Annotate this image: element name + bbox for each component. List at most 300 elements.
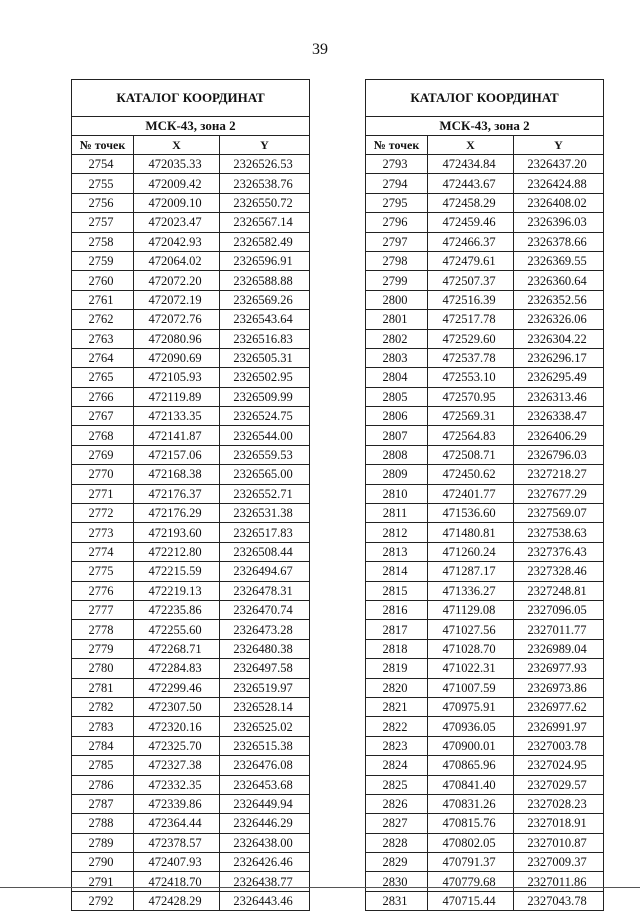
table-row xyxy=(366,736,604,755)
point-number-cell: 2774 xyxy=(72,542,134,561)
x-coordinate-cell: 472168.38 xyxy=(134,465,220,484)
catalog-title: КАТАЛОГ КООРДИНАТ xyxy=(366,80,604,117)
table-row xyxy=(366,814,604,833)
x-coordinate-cell: 470975.91 xyxy=(428,697,514,716)
point-number-cell: 2793 xyxy=(366,155,428,174)
table-row xyxy=(366,620,604,639)
column-header-y: Y xyxy=(220,136,310,155)
x-coordinate-cell: 472090.69 xyxy=(134,348,220,367)
y-coordinate-cell: 2326991.97 xyxy=(514,717,604,736)
y-coordinate-cell: 2327018.91 xyxy=(514,814,604,833)
point-number-cell: 2828 xyxy=(366,833,428,852)
y-coordinate-cell: 2326446.29 xyxy=(220,814,310,833)
table-row xyxy=(72,542,310,561)
x-coordinate-cell: 470791.37 xyxy=(428,853,514,872)
coordinate-catalog-left xyxy=(71,79,310,911)
x-coordinate-cell: 472064.02 xyxy=(134,251,220,270)
point-number-cell: 2812 xyxy=(366,523,428,542)
point-number-cell: 2807 xyxy=(366,426,428,445)
x-coordinate-cell: 472176.37 xyxy=(134,484,220,503)
point-number-cell: 2815 xyxy=(366,581,428,600)
x-coordinate-cell: 472332.35 xyxy=(134,775,220,794)
x-coordinate-cell: 471336.27 xyxy=(428,581,514,600)
point-number-cell: 2795 xyxy=(366,193,428,212)
table-row xyxy=(366,465,604,484)
x-coordinate-cell: 472307.50 xyxy=(134,697,220,716)
point-number-cell: 2778 xyxy=(72,620,134,639)
x-coordinate-cell: 472042.93 xyxy=(134,232,220,251)
point-number-cell: 2827 xyxy=(366,814,428,833)
x-coordinate-cell: 472119.89 xyxy=(134,387,220,406)
column-header-y: Y xyxy=(514,136,604,155)
x-coordinate-cell: 472508.71 xyxy=(428,445,514,464)
point-number-cell: 2787 xyxy=(72,794,134,813)
y-coordinate-cell: 2326543.64 xyxy=(220,310,310,329)
table-row xyxy=(72,523,310,542)
y-coordinate-cell: 2326538.76 xyxy=(220,174,310,193)
point-number-cell: 2790 xyxy=(72,853,134,872)
table-row xyxy=(366,523,604,542)
y-coordinate-cell: 2326596.91 xyxy=(220,251,310,270)
point-number-cell: 2809 xyxy=(366,465,428,484)
table-row xyxy=(72,736,310,755)
point-number-cell: 2756 xyxy=(72,193,134,212)
x-coordinate-cell: 471129.08 xyxy=(428,600,514,619)
x-coordinate-cell: 471260.24 xyxy=(428,542,514,561)
point-number-cell: 2798 xyxy=(366,251,428,270)
y-coordinate-cell: 2326313.46 xyxy=(514,387,604,406)
y-coordinate-cell: 2327538.63 xyxy=(514,523,604,542)
table-row xyxy=(366,697,604,716)
x-coordinate-cell: 472401.77 xyxy=(428,484,514,503)
x-coordinate-cell: 472418.70 xyxy=(134,872,220,891)
y-coordinate-cell: 2326295.49 xyxy=(514,368,604,387)
y-coordinate-cell: 2327010.87 xyxy=(514,833,604,852)
x-coordinate-cell: 472219.13 xyxy=(134,581,220,600)
x-coordinate-cell: 472035.33 xyxy=(134,155,220,174)
x-coordinate-cell: 472255.60 xyxy=(134,620,220,639)
column-header-point: № точек xyxy=(72,136,134,155)
point-number-cell: 2811 xyxy=(366,504,428,523)
y-coordinate-cell: 2327096.05 xyxy=(514,600,604,619)
point-number-cell: 2768 xyxy=(72,426,134,445)
y-coordinate-cell: 2326443.46 xyxy=(220,891,310,910)
table-row xyxy=(366,155,604,174)
table-row xyxy=(366,251,604,270)
x-coordinate-cell: 472141.87 xyxy=(134,426,220,445)
y-coordinate-cell: 2326582.49 xyxy=(220,232,310,251)
x-coordinate-cell: 472072.76 xyxy=(134,310,220,329)
x-coordinate-cell: 472459.46 xyxy=(428,213,514,232)
table-row xyxy=(72,213,310,232)
y-coordinate-cell: 2326338.47 xyxy=(514,407,604,426)
point-number-cell: 2788 xyxy=(72,814,134,833)
point-number-cell: 2797 xyxy=(366,232,428,251)
table-row xyxy=(366,794,604,813)
y-coordinate-cell: 2326497.58 xyxy=(220,659,310,678)
table-row xyxy=(366,833,604,852)
x-coordinate-cell: 470779.68 xyxy=(428,872,514,891)
column-header-x: X xyxy=(428,136,514,155)
x-coordinate-cell: 472537.78 xyxy=(428,348,514,367)
coordinate-catalog-right xyxy=(365,79,604,911)
x-coordinate-cell: 470815.76 xyxy=(428,814,514,833)
point-number-cell: 2761 xyxy=(72,290,134,309)
point-number-cell: 2775 xyxy=(72,562,134,581)
catalog-body xyxy=(72,155,310,911)
x-coordinate-cell: 472009.10 xyxy=(134,193,220,212)
y-coordinate-cell: 2327028.23 xyxy=(514,794,604,813)
point-number-cell: 2754 xyxy=(72,155,134,174)
y-coordinate-cell: 2326519.97 xyxy=(220,678,310,697)
y-coordinate-cell: 2327003.78 xyxy=(514,736,604,755)
footer-divider xyxy=(0,887,640,888)
y-coordinate-cell: 2326408.02 xyxy=(514,193,604,212)
y-coordinate-cell: 2326360.64 xyxy=(514,271,604,290)
table-row xyxy=(366,387,604,406)
y-coordinate-cell: 2326552.71 xyxy=(220,484,310,503)
table-row xyxy=(366,348,604,367)
point-number-cell: 2792 xyxy=(72,891,134,910)
y-coordinate-cell: 2326326.06 xyxy=(514,310,604,329)
table-row xyxy=(72,891,310,910)
y-coordinate-cell: 2326517.83 xyxy=(220,523,310,542)
point-number-cell: 2765 xyxy=(72,368,134,387)
table-row xyxy=(366,213,604,232)
table-row xyxy=(366,232,604,251)
x-coordinate-cell: 472529.60 xyxy=(428,329,514,348)
y-coordinate-cell: 2326396.03 xyxy=(514,213,604,232)
y-coordinate-cell: 2327009.37 xyxy=(514,853,604,872)
table-row xyxy=(366,174,604,193)
point-number-cell: 2825 xyxy=(366,775,428,794)
x-coordinate-cell: 472212.80 xyxy=(134,542,220,561)
y-coordinate-cell: 2327011.77 xyxy=(514,620,604,639)
x-coordinate-cell: 472072.19 xyxy=(134,290,220,309)
y-coordinate-cell: 2326567.14 xyxy=(220,213,310,232)
x-coordinate-cell: 472235.86 xyxy=(134,600,220,619)
table-row xyxy=(366,504,604,523)
x-coordinate-cell: 470900.01 xyxy=(428,736,514,755)
point-number-cell: 2772 xyxy=(72,504,134,523)
table-row xyxy=(366,368,604,387)
y-coordinate-cell: 2326437.20 xyxy=(514,155,604,174)
x-coordinate-cell: 471027.56 xyxy=(428,620,514,639)
x-coordinate-cell: 470841.40 xyxy=(428,775,514,794)
point-number-cell: 2830 xyxy=(366,872,428,891)
x-coordinate-cell: 472157.06 xyxy=(134,445,220,464)
x-coordinate-cell: 472327.38 xyxy=(134,756,220,775)
table-row xyxy=(72,465,310,484)
x-coordinate-cell: 472193.60 xyxy=(134,523,220,542)
point-number-cell: 2819 xyxy=(366,659,428,678)
x-coordinate-cell: 470936.05 xyxy=(428,717,514,736)
x-coordinate-cell: 472133.35 xyxy=(134,407,220,426)
point-number-cell: 2767 xyxy=(72,407,134,426)
y-coordinate-cell: 2326977.93 xyxy=(514,659,604,678)
y-coordinate-cell: 2326505.31 xyxy=(220,348,310,367)
column-header-x: X xyxy=(134,136,220,155)
table-row xyxy=(72,387,310,406)
x-coordinate-cell: 471480.81 xyxy=(428,523,514,542)
y-coordinate-cell: 2326502.95 xyxy=(220,368,310,387)
table-row xyxy=(72,348,310,367)
point-number-cell: 2800 xyxy=(366,290,428,309)
y-coordinate-cell: 2326516.83 xyxy=(220,329,310,348)
y-coordinate-cell: 2326424.88 xyxy=(514,174,604,193)
x-coordinate-cell: 472176.29 xyxy=(134,504,220,523)
table-row xyxy=(72,407,310,426)
table-row xyxy=(72,310,310,329)
table-row xyxy=(72,174,310,193)
point-number-cell: 2791 xyxy=(72,872,134,891)
point-number-cell: 2766 xyxy=(72,387,134,406)
table-row xyxy=(366,445,604,464)
y-coordinate-cell: 2326989.04 xyxy=(514,639,604,658)
table-row xyxy=(72,659,310,678)
x-coordinate-cell: 472564.83 xyxy=(428,426,514,445)
table-row xyxy=(72,251,310,270)
y-coordinate-cell: 2327218.27 xyxy=(514,465,604,484)
y-coordinate-cell: 2326378.66 xyxy=(514,232,604,251)
table-row xyxy=(72,697,310,716)
point-number-cell: 2758 xyxy=(72,232,134,251)
x-coordinate-cell: 472407.93 xyxy=(134,853,220,872)
table-row xyxy=(366,756,604,775)
y-coordinate-cell: 2326796.03 xyxy=(514,445,604,464)
point-number-cell: 2782 xyxy=(72,697,134,716)
y-coordinate-cell: 2326550.72 xyxy=(220,193,310,212)
table-row xyxy=(72,445,310,464)
point-number-cell: 2785 xyxy=(72,756,134,775)
y-coordinate-cell: 2326515.38 xyxy=(220,736,310,755)
x-coordinate-cell: 472434.84 xyxy=(428,155,514,174)
y-coordinate-cell: 2326494.67 xyxy=(220,562,310,581)
y-coordinate-cell: 2327569.07 xyxy=(514,504,604,523)
x-coordinate-cell: 471287.17 xyxy=(428,562,514,581)
point-number-cell: 2777 xyxy=(72,600,134,619)
catalog-subtitle: МСК-43, зона 2 xyxy=(72,117,310,136)
table-row xyxy=(366,872,604,891)
table-row xyxy=(366,310,604,329)
x-coordinate-cell: 471028.70 xyxy=(428,639,514,658)
y-coordinate-cell: 2326473.28 xyxy=(220,620,310,639)
y-coordinate-cell: 2326476.08 xyxy=(220,756,310,775)
x-coordinate-cell: 471022.31 xyxy=(428,659,514,678)
table-row xyxy=(72,581,310,600)
point-number-cell: 2814 xyxy=(366,562,428,581)
y-coordinate-cell: 2327328.46 xyxy=(514,562,604,581)
point-number-cell: 2760 xyxy=(72,271,134,290)
point-number-cell: 2822 xyxy=(366,717,428,736)
point-number-cell: 2769 xyxy=(72,445,134,464)
table-row xyxy=(366,717,604,736)
point-number-cell: 2770 xyxy=(72,465,134,484)
table-row xyxy=(72,600,310,619)
point-number-cell: 2781 xyxy=(72,678,134,697)
table-row xyxy=(366,775,604,794)
point-number-cell: 2801 xyxy=(366,310,428,329)
catalog-table xyxy=(71,79,310,911)
y-coordinate-cell: 2326369.55 xyxy=(514,251,604,270)
table-row xyxy=(366,329,604,348)
x-coordinate-cell: 472215.59 xyxy=(134,562,220,581)
table-row xyxy=(72,232,310,251)
catalog-table xyxy=(365,79,604,911)
point-number-cell: 2779 xyxy=(72,639,134,658)
table-row xyxy=(72,290,310,309)
y-coordinate-cell: 2326569.26 xyxy=(220,290,310,309)
point-number-cell: 2771 xyxy=(72,484,134,503)
x-coordinate-cell: 472553.10 xyxy=(428,368,514,387)
point-number-cell: 2789 xyxy=(72,833,134,852)
page-number: 39 xyxy=(312,41,328,58)
x-coordinate-cell: 472339.86 xyxy=(134,794,220,813)
x-coordinate-cell: 472364.44 xyxy=(134,814,220,833)
y-coordinate-cell: 2326296.17 xyxy=(514,348,604,367)
table-row xyxy=(72,329,310,348)
y-coordinate-cell: 2326438.77 xyxy=(220,872,310,891)
point-number-cell: 2784 xyxy=(72,736,134,755)
table-row xyxy=(366,562,604,581)
x-coordinate-cell: 472320.16 xyxy=(134,717,220,736)
x-coordinate-cell: 472080.96 xyxy=(134,329,220,348)
y-coordinate-cell: 2326426.46 xyxy=(220,853,310,872)
point-number-cell: 2786 xyxy=(72,775,134,794)
point-number-cell: 2829 xyxy=(366,853,428,872)
x-coordinate-cell: 472284.83 xyxy=(134,659,220,678)
y-coordinate-cell: 2326406.29 xyxy=(514,426,604,445)
y-coordinate-cell: 2326524.75 xyxy=(220,407,310,426)
point-number-cell: 2764 xyxy=(72,348,134,367)
point-number-cell: 2780 xyxy=(72,659,134,678)
point-number-cell: 2826 xyxy=(366,794,428,813)
table-row xyxy=(366,484,604,503)
column-header-point: № точек xyxy=(366,136,428,155)
table-row xyxy=(72,562,310,581)
table-row xyxy=(72,775,310,794)
point-number-cell: 2804 xyxy=(366,368,428,387)
point-number-cell: 2820 xyxy=(366,678,428,697)
y-coordinate-cell: 2326470.74 xyxy=(220,600,310,619)
catalog-subtitle: МСК-43, зона 2 xyxy=(366,117,604,136)
point-number-cell: 2818 xyxy=(366,639,428,658)
point-number-cell: 2794 xyxy=(366,174,428,193)
point-number-cell: 2805 xyxy=(366,387,428,406)
x-coordinate-cell: 472517.78 xyxy=(428,310,514,329)
point-number-cell: 2762 xyxy=(72,310,134,329)
x-coordinate-cell: 472023.47 xyxy=(134,213,220,232)
table-row xyxy=(366,271,604,290)
point-number-cell: 2776 xyxy=(72,581,134,600)
point-number-cell: 2823 xyxy=(366,736,428,755)
table-row xyxy=(366,678,604,697)
point-number-cell: 2810 xyxy=(366,484,428,503)
catalog-body xyxy=(366,155,604,911)
table-row xyxy=(72,504,310,523)
x-coordinate-cell: 472268.71 xyxy=(134,639,220,658)
table-row xyxy=(72,271,310,290)
point-number-cell: 2808 xyxy=(366,445,428,464)
x-coordinate-cell: 472516.39 xyxy=(428,290,514,309)
x-coordinate-cell: 471007.59 xyxy=(428,678,514,697)
catalog-title: КАТАЛОГ КООРДИНАТ xyxy=(72,80,310,117)
point-number-cell: 2816 xyxy=(366,600,428,619)
x-coordinate-cell: 472458.29 xyxy=(428,193,514,212)
table-row xyxy=(366,193,604,212)
x-coordinate-cell: 470831.26 xyxy=(428,794,514,813)
x-coordinate-cell: 472450.62 xyxy=(428,465,514,484)
x-coordinate-cell: 470715.44 xyxy=(428,891,514,910)
point-number-cell: 2796 xyxy=(366,213,428,232)
point-number-cell: 2817 xyxy=(366,620,428,639)
x-coordinate-cell: 472443.67 xyxy=(428,174,514,193)
y-coordinate-cell: 2327248.81 xyxy=(514,581,604,600)
x-coordinate-cell: 470802.05 xyxy=(428,833,514,852)
table-row xyxy=(72,426,310,445)
table-row xyxy=(72,193,310,212)
y-coordinate-cell: 2326449.94 xyxy=(220,794,310,813)
table-row xyxy=(72,620,310,639)
y-coordinate-cell: 2326544.00 xyxy=(220,426,310,445)
y-coordinate-cell: 2327677.29 xyxy=(514,484,604,503)
x-coordinate-cell: 472466.37 xyxy=(428,232,514,251)
y-coordinate-cell: 2326480.38 xyxy=(220,639,310,658)
y-coordinate-cell: 2326352.56 xyxy=(514,290,604,309)
x-coordinate-cell: 472009.42 xyxy=(134,174,220,193)
x-coordinate-cell: 472507.37 xyxy=(428,271,514,290)
point-number-cell: 2757 xyxy=(72,213,134,232)
point-number-cell: 2821 xyxy=(366,697,428,716)
table-row xyxy=(366,659,604,678)
y-coordinate-cell: 2326565.00 xyxy=(220,465,310,484)
x-coordinate-cell: 472570.95 xyxy=(428,387,514,406)
x-coordinate-cell: 472569.31 xyxy=(428,407,514,426)
x-coordinate-cell: 472072.20 xyxy=(134,271,220,290)
table-row xyxy=(366,581,604,600)
x-coordinate-cell: 472325.70 xyxy=(134,736,220,755)
table-row xyxy=(366,600,604,619)
x-coordinate-cell: 472479.61 xyxy=(428,251,514,270)
table-row xyxy=(72,833,310,852)
y-coordinate-cell: 2326304.22 xyxy=(514,329,604,348)
y-coordinate-cell: 2326977.62 xyxy=(514,697,604,716)
table-row xyxy=(72,814,310,833)
y-coordinate-cell: 2327043.78 xyxy=(514,891,604,910)
y-coordinate-cell: 2326531.38 xyxy=(220,504,310,523)
point-number-cell: 2759 xyxy=(72,251,134,270)
table-row xyxy=(366,407,604,426)
point-number-cell: 2773 xyxy=(72,523,134,542)
x-coordinate-cell: 472105.93 xyxy=(134,368,220,387)
table-row xyxy=(72,639,310,658)
point-number-cell: 2802 xyxy=(366,329,428,348)
point-number-cell: 2763 xyxy=(72,329,134,348)
y-coordinate-cell: 2327029.57 xyxy=(514,775,604,794)
table-row xyxy=(72,756,310,775)
table-row xyxy=(72,368,310,387)
table-row xyxy=(72,484,310,503)
y-coordinate-cell: 2326478.31 xyxy=(220,581,310,600)
table-row xyxy=(366,290,604,309)
x-coordinate-cell: 471536.60 xyxy=(428,504,514,523)
point-number-cell: 2806 xyxy=(366,407,428,426)
y-coordinate-cell: 2326528.14 xyxy=(220,697,310,716)
y-coordinate-cell: 2326526.53 xyxy=(220,155,310,174)
y-coordinate-cell: 2326559.53 xyxy=(220,445,310,464)
y-coordinate-cell: 2326508.44 xyxy=(220,542,310,561)
x-coordinate-cell: 472428.29 xyxy=(134,891,220,910)
